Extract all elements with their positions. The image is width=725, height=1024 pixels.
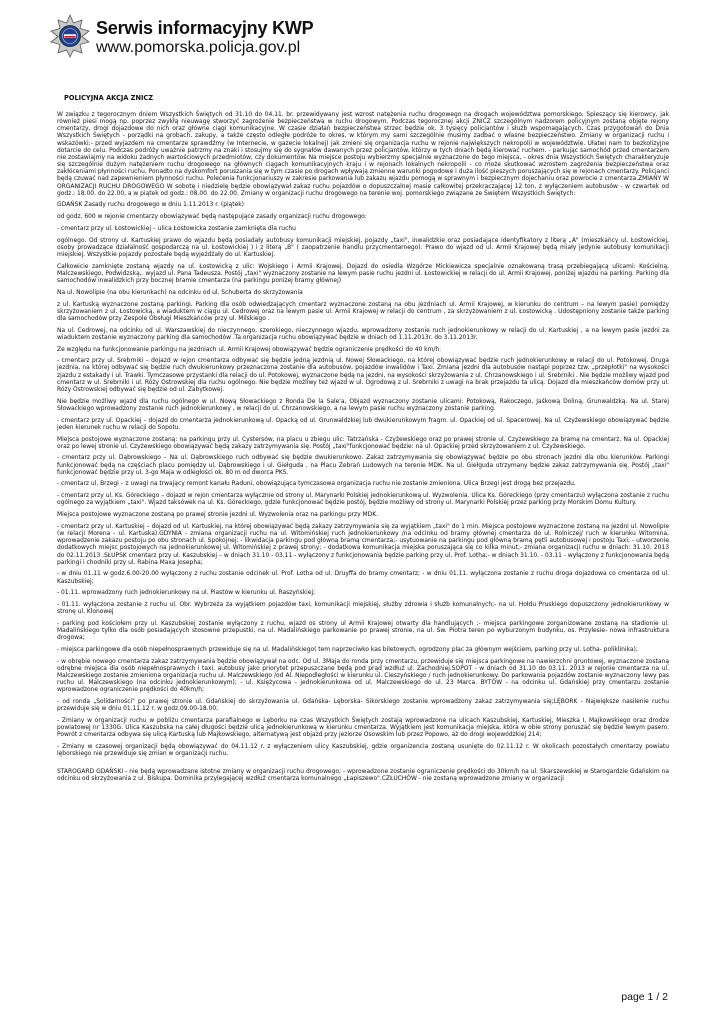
paragraph: z ul. Kartuską wyznaczone zostaną parkingi. Parking dla osób odwiedzających cmentarz wyznaczone zostaną na obu jezdniach ul. Armii Krajowej, w kierunku do centrum – na lewym pasie) pomiędzy skrzyżowaniem z ul. Łostowicką, a wiaduktem w ciągu ul. Cedrowej oraz na lewym pasie ul. Armii Krajowej w relacji do centrum , za skrzyżowaniem z ul. Łostowicką . Udostępniony zostanie także parking dla samochodów przy Zespole Obsługi Mieszkańców przy ul. Milskiego . <box>57 300 669 322</box>
paragraph: W związku z tegorocznym dniem Wszystkich Świętych od 31.10 do 04.11. br. przewidywany jest wzrost natężenia ruchu drogowego na drogach województwa pomorskiego. Spieszący się kierowcy, jak również piesi mogą np. poprzez zwykłą nieuwagę stworzyć zagrożenie bezpieczeństwa w ruchu drogowym. Podczas tegorocznej akcji ZNICZ szczególnym nadzorem policyjnym zostaną objęte rejony cmentarzy, drogi dojazdowe do nich oraz główne ciągi komunikacyjne. W czasie działań bezpieczeństwa strzec będzie ok. 3 tysięcy policjantów i służb wspomagających. Czas przygotowań do Dnia Wszystkich Świętych - porządki na grobach, zakupy, a także często odległe podróże to okres, w którym my sami szczególnie musimy zadbać o własne bezpieczeństwo. Zmiany w organizacji ruchu i wskazówki:- przed wyjazdem na cmentarze sprawdźmy (w Internecie, w gazecie lokalnej) jak zmieni się organizacja ruchu w rejonie największych nekropolii w województwie. Ułatwi nam to bezkolizyjne dotarcie do celu. Podczas podróży uważnie patrzmy na znaki i stosujmy się do sygnałów dawanych przez policjantów, którzy w tych dniach będą kierować ruchem. - parkując samochód przed cmentarzem nie zostawiajmy na widoku żadnych wartościowych przedmiotów, czy dokumentów. Na miejsce postoju wybierzmy specjalnie wyznaczone do tego miejsca, - okres dnia Wszystkich Świętych charakteryzuje się szczególnie dużym natężeniem ruchu drogowego na głównych ciągach komunikacyjnych kraju i w rejonach lokalnych nekropolii - co może skutkować wzrostem zagrożenia bezpieczeństwa oraz zakłóceniami płynności ruchu. Ponadto na dyskomfort poruszania się w tym czasie po drogach wpływają zmienne warunki pogodowe i duża ilość pieszych poruszających się w rejonach cmentarzy. Policjanci będą czuwać nad zapewnieniem płynności ruchu. Polecenia funkcjonariuszy w zakresie parkowania lub zakazu wjazdu pomogą w sprawnym i bezpiecznym dojechaniu oraz powrocie z cmentarza.ZMIANY W ORGANIZACJI RUCHU DROGOWEGO W sobotę i niedzielę będzie obowiązywał zakaz ruchu pojazdów o dopuszczalnej masie całkowitej przekraczającej 12 ton, z wyłączeniem autobusów - w czwartek od godz.: 18.00. do 22.00, a w piątek od godz.: 08.00. do 22.00. Zmiany w organizacji ruchu drogowego na terenie woj. pomorskiego związane ze Świętem Wszystkich Świętych: <box>57 111 669 197</box>
paragraph: Na ul. Nowolipie (na obu kierunkach) na odcinku od ul. Schuberta do skrzyżowania <box>57 288 303 296</box>
page-number: page 1 / 2 <box>621 991 668 1003</box>
paragraph: ogólnego. Od strony ul. Kartuskiej prawo do wjazdu będą posiadały autobusy komunikacji miejskiej, pojazdy „taxi", inwalidzkie oraz posiadające identyfikatory z literą „A" (mieszkańcy ul. Łostowickiej, osoby prowadzące działalność gospodarczą na ul. Łostowickiej ) i z literą „B" ( zaopatrzenie handlu przycmentarnego). Prawo do wjazd od ul. Armii Krajowej będą miały jedynie autobusy komunikacji miejskiej. Wszystkie pojazdy pozostałe będą wyjeżdżały do ul. Kartuskiej. <box>57 236 669 259</box>
paragraph: STAROGARD GDAŃSKI - nie będą wprowadzane istotne zmiany w organizacji ruchu drogowego; - wprowadzone zostanie ograniczenie prędkości do 30km/h na ul. Skarszewskiej w Starogardzie Gdańskim na odcinku od skrzyżowania z ul. Biskupa. Dominika przylegającej wzdłuż cmentarza komunalnego „Łapiszewo".CZŁUCHÓW - nie zostaną wprowadzone zmiany w organizacji <box>57 768 669 783</box>
paragraph: - w obrębie nowego cmentarza zakaz zatrzymywania będzie obowiązywał na odc. Od ul. 3Maja do ronda przy cmentarzu, przewiduje się miejsca parkingowe na nawierzchni gruntowej, wyznaczone zostaną odrębne miejsca dla osób niepełnosprawnych i taxi, autobusy jako priorytet przepuszczane będą pod prąd wzdłuż ul. Zachodniej.SOPOT - w dniach od 31.10 do 03.11. 2013 w rejonie cmentarza na ul. Malczewskiego zostanie zmieniona organizacja ruchu ul. Malczewskiego /od Al. Niepodległości w kierunku ul. Cieszyńskiego / ruch jednokierunkowy. Do parkowania pojazdów zostanie wyznaczony lewy pas ruchu ul. Malczewskiego (na odcinku jednokierunkowym); - ul. Księżycowa - jednokierunkowa od ul. Malczewskiego do ul. 23 Marca. BYTÓW - na odcinku ul. Gdańskiej przy cmentarzu zostanie wprowadzone ograniczenie prędkości do 40km/h; <box>57 657 669 694</box>
paragraph: - cmentarz przy ul. Łostowickiej – ulica Łostowicka zostanie zamknięta dla ruchu <box>57 224 296 232</box>
paragraph: od godz. 600 w rejonie cmentarzy obowiązywać będą następujące zasady organizacji ruchu drogowego: <box>57 213 367 221</box>
paragraph: - 01.11. wyłączona zostanie z ruchu ul. Obr. Wybrzeża za wyjątkiem pojazdów taxi, komunikacji miejskiej, służby zdrowia i służb komunalnych;- na ul. Hołdu Pruskiego dopuszczony jednokierunkowy w stronę ul. Klonowej <box>57 601 669 616</box>
paragraph: - cmentarz przy ul. Opackiej – dojazd do cmentarza jednokierunkową ul. Opacką od ul. Grunwaldzkiej lub dwukierunkowym fragm. ul. Opackiej od ul. Spacerowej. Na ul. Czyżewskiego obowiązywać będzie jeden kierunek ruchu w relacji do Sopotu. <box>57 416 669 431</box>
paragraph: - 01.11. wprowadzony ruch jednokierunkowy na ul. Piastów w kierunku ul. Raszyńskiej; <box>57 589 316 597</box>
paragraph: - cmentarz przy ul. Kartuskiej – dojazd od ul. Kartuskiej, na której obowiązywać będą zakazy zatrzymywania się za wyjątkiem „taxi" do 1 min. Miejsca postojowe wyznaczone zostaną na jezdni ul. Nowolipie (w relacji Morena - ul. Kartuska).GDYNIA - zmiana organizacji ruchu na ul. Witomińskiej ruch jednokierunkowy /na odcinku od bramy głównej cmentarza do ul. Rolniczej/ ruch w kierunku Witomina, wprowadzenie zakazu postoju po obu stronach ul. Spokojnej; - likwidacja parkingu pod główną bramą cmentarza;- usytuowanie na parkingu pod główną bramą pętli autobusowej i postoju Taxi; - utworzenie dodatkowych miejsc postojowych na jednokierunkowej ul. Witomińskiej z prawej strony; - dodatkowa komunikacja miejska poruszająca się co kilka minut;- zmiana organizacji ruchu w dniach: 31.10. 2013 do 02.11.2013 .SŁUPSK cmentarz przy ul. Kaszubskiej – w dniach 31.10 - 03.11 - wyłączony z funkcjonowania będzie parking przy ul. Prof. Lotha;- w dniach 31.10. - 03.11 - wyłączony z funkcjonowania będą parkingi i chodniki przy ul. Rabina Maxa Josepha; <box>57 522 669 566</box>
paragraph: - w dniu 01.11 w godz.6.00-20.00 wyłączony z ruchu zostanie odcinek ul. Prof. Lotha od ul. Druyffa do bramy cmentarz; - w dniu 01.11. wyłączona zostanie z ruchu droga dojazdowa co cmentarza od ul. Kaszubskiej; <box>57 570 669 585</box>
paragraph: Całkowicie zamknięte zostaną wjazdy na ul. Łostowicką z ulic: Wojskiego i Armii Krajowej. Dojazd do osiedla Wzgórze Mickiewicza specjalnie oznakowaną trasą przebiegającą ulicami: Kościelną, Malczewskiego, Podwidzską,. wyjazd ul. Pana Tadeusza. Postój „taxi" wyznaczony zostanie na lewym pasie ruchu jezdni ul. Łostowickiej w relacji do ul. Armii Krajowej, poniżej wjazdu na parking. Parking dla samochodów inwalidzkich przy bocznej bramie cmentarza (na parkingu poniżej bramy głównej) <box>57 262 669 285</box>
paragraph: - od ronda „Solidarności" po prawej stronie ul. Gdańskiej do skrzyżowania ul. Gdańska- Lęborska- Sikorskiego zostanie wprowadzony zakaz zatrzymywania się;LĘBORK - Największe nasilenie ruchu przewiduje się w dniu 01.11.12 r. w godz.09.00-18.00; <box>57 698 669 713</box>
site-title: Serwis informacyjny KWP <box>96 18 314 38</box>
site-url[interactable]: www.pomorska.policja.gov.pl <box>96 39 301 56</box>
paragraph: - Zmiany w czasowej organizacji będą obowiązywać do 04.11.12 r. z wyłączeniem ulicy Kaszubskiej, gdzie organizencia zostaną usunięte do 02.11.12 r. W okolicach pozostałych cmentarzy powiatu lęborskiego nie przewiduje się zmian w organizacji ruchu. <box>57 743 669 758</box>
paragraph: - cmentarz przy ul. Srebrniki – dojazd w rejon cmentarza odbywać się będzie jedną jezdnią ul. Nowej Słowackiego, na której obowiązywać będzie ruch jednokierunkowy w relacji do ul. Potokowej. Druga jezdnia, na której odbywać się będzie ruch dwukierunkowy przeznaczona zostanie dla autobusów, pojazdów inwalidów i Taxi. Zmiana jezdni dla autobusów nastąpi poprzez tzw. „przepłotki" na wysokości zjazdu z estakady i ul. Trawki. Tymczasowe przystanki dla relacji do ul. Potokowej, wyznaczone będą na jezdni, na wysokości skrzyżowania z ul. Chrzanowskiego i ul. Srebrniki . Nie będzie możliwy wjazd pod cmentarz w ul. Srebrniki i ul. Róży Ostrowskiej dla ruchu ogólnego. Nie będzie możliwy też wjazd w ul. Ogrodową z ul. Srebrniki z uwagi na brak przejazdu ta ulicą. Dojazd dla mieszkańców domów przy ul. Róży Ostrowskiej odbywać się będzie od ul. Zabytkowej. <box>57 357 669 393</box>
page-header <box>50 12 690 62</box>
police-star-badge-icon <box>50 14 90 58</box>
paragraph: Miejsca postojowe wyznaczone zostaną: na parkingu przy ul. Cystersów, na placu u zbiegu ulic: Tatrzańska - Czyżewskiego oraz po prawej stronie ul. Czyżewskiego za bramą na cmentarz. Na ul. Opackiej oraz po lewej stronie ul. Czyżewskiego obowiązywać będą zakazy zatrzymywania się. Postój „taxi"funkcjonować będzie: na ul. Opackiej przed skrzyżowaniem z ul. Czyżewskiego. <box>57 435 669 450</box>
paragraph: GDAŃSK Zasady ruchu drogowego w dniu 1.11.2013 r. (piątek) <box>57 201 244 209</box>
paragraph: Na ul. Cedrowej, na odcinku od ul. Warszawskiej do nieczynnego, szerokiego, nieczynnego wjazdu, wprowadzony zostanie ruch jednokierunkowy w relacji do ul. Kartuskiej , a na lewym pasie jezdni za wiaduktem zostanie wyznaczony parking dla samochodów .Ta organizacja ruchu obowiązywać będzie w dniach od 1.11.2013r. do 3.11.2013r. <box>57 326 669 341</box>
paragraph: Ze względu na funkcjonowanie parkingu na jezdniach ul. Armii Krajowej obowiązywać będzie ograniczenie prędkości do 40 km/h. <box>57 345 442 353</box>
paragraph: - cmentarz przy ul. Dąbrowskiego – Na ul. Dąbrowskiego ruch odbywać się będzie dwukierunkowo. Zakaz zatrzymywania się obowiązywać będzie po obu stronach jezdni dla obu kierunków. Parkingi funkcjonować będą na częściach placu pomiędzy ul. Dąbrowskiego i ul. Giełguda , na Placu Zebrań Ludowych na terenie MDK. Na ul. Giełguda utrzymany będzie zakaz zatrzymywania się. Postój „taxi" funkcjonować będzie przy ul. 3-go Maja w odległości ok. 80 m od dworca PKS. <box>57 454 669 476</box>
paragraph: Nie będzie możliwy wjazd dla ruchu ogólnego w ul. Nową Słowackiego z Ronda De la Sale'a, Objazd wyznaczony zostanie ulicami: Potokową, Rakoczego, Jaśkową Doliną, Grunwaldzką. Na ul. Starej Słowackiego wprowadzony zostanie ruch jednokierunkowy , w relacji do ul. Chrzanowskiego, a na lewym pasie ruchu wyznaczony zostanie parking. <box>57 397 669 412</box>
paragraph: - cmentarz przy ul. Ks. Góreckiego – dojazd w rejon cmentarza wyłącznie od strony ul. Marynarki Polskiej jednokierunkową ul. Wyzwolenia. Ulica Ks. Góreckiego (przy cmentarzu) wyłączona zostanie z ruchu ogólnego za wyjątkiem „taxi". Wjazd taksówek na ul. Ks. Góreckiego, gdzie funkcjonować będzie postój, będzie możliwy od strony ul. Marynarki Polskiej przez parking przy Morskim Domu Kultury. <box>57 492 669 507</box>
document-title: POLICYJNA AKCJA ZNICZ <box>64 94 154 102</box>
paragraph: - Zmiany w organizacji ruchu w pobliżu cmentarza parafialnego w Lęborku na czas Wszystkich Świętych zostają wprowadzone na ulicach Kaszubskiej, Kartuskiej, Mieszka I, Majkowskiego oraz drodze powiatowej nr 1330G. Ulica Kaszubska na całej długości będzie ulicą jednokierunkową w kierunku cmentarza. Wyjątkiem jest komunikacja miejska, która w obie strony poruszać się będzie lewym pasem. Powrót z cmentarza odbywa się ulicą Kartuską lub Majkowskiego, alternatywą jest objazd przy jeziorze Osowskim lub przez Popowo, aż do drogi wojewódzkiej 214; <box>57 717 669 739</box>
paragraph: Miejsca postojowe wyznaczone zostaną po prawej stronie jezdni ul. Wyzwolenia oraz na parkingu przy MDK. <box>57 511 379 519</box>
paragraph: - cmentarz ul. Brzegi – z uwagi na trwający remont kanału Raduni, obowiązująca tymczasowa organizacja ruchu nie zostanie zmieniona. Ulica Brzegi jest drogą bez przejazdu. <box>57 480 576 488</box>
document-body <box>57 94 669 787</box>
paragraph: - miejsca parkingowe dla osób niepełnosprawnych przewiduje się na ul. Madalińskiego( tem naprzeciwko kas biletowych, ogrodzony plac za głównym wejściem, parking przy ul. Lotha- poliklinika); <box>57 646 638 654</box>
paragraph: - parking pod kościołem przy ul. Kaszubskiej zostanie wyłączony z ruchu, wjazd os strony ul Armii Krajowej otwarty dla handlujących ;- miejsca parkingowe zorganizowane zostaną na stadionie ul. Madalińskiego tylko dla osób posiadających stosowne przepustki, na ul. Madalińskiego parkowanie po prawej stronie, na ul. Św. Piotra teren po wyburzonym budynku, os. Przylesie- nowa infrastruktura drogowa; <box>57 619 669 642</box>
